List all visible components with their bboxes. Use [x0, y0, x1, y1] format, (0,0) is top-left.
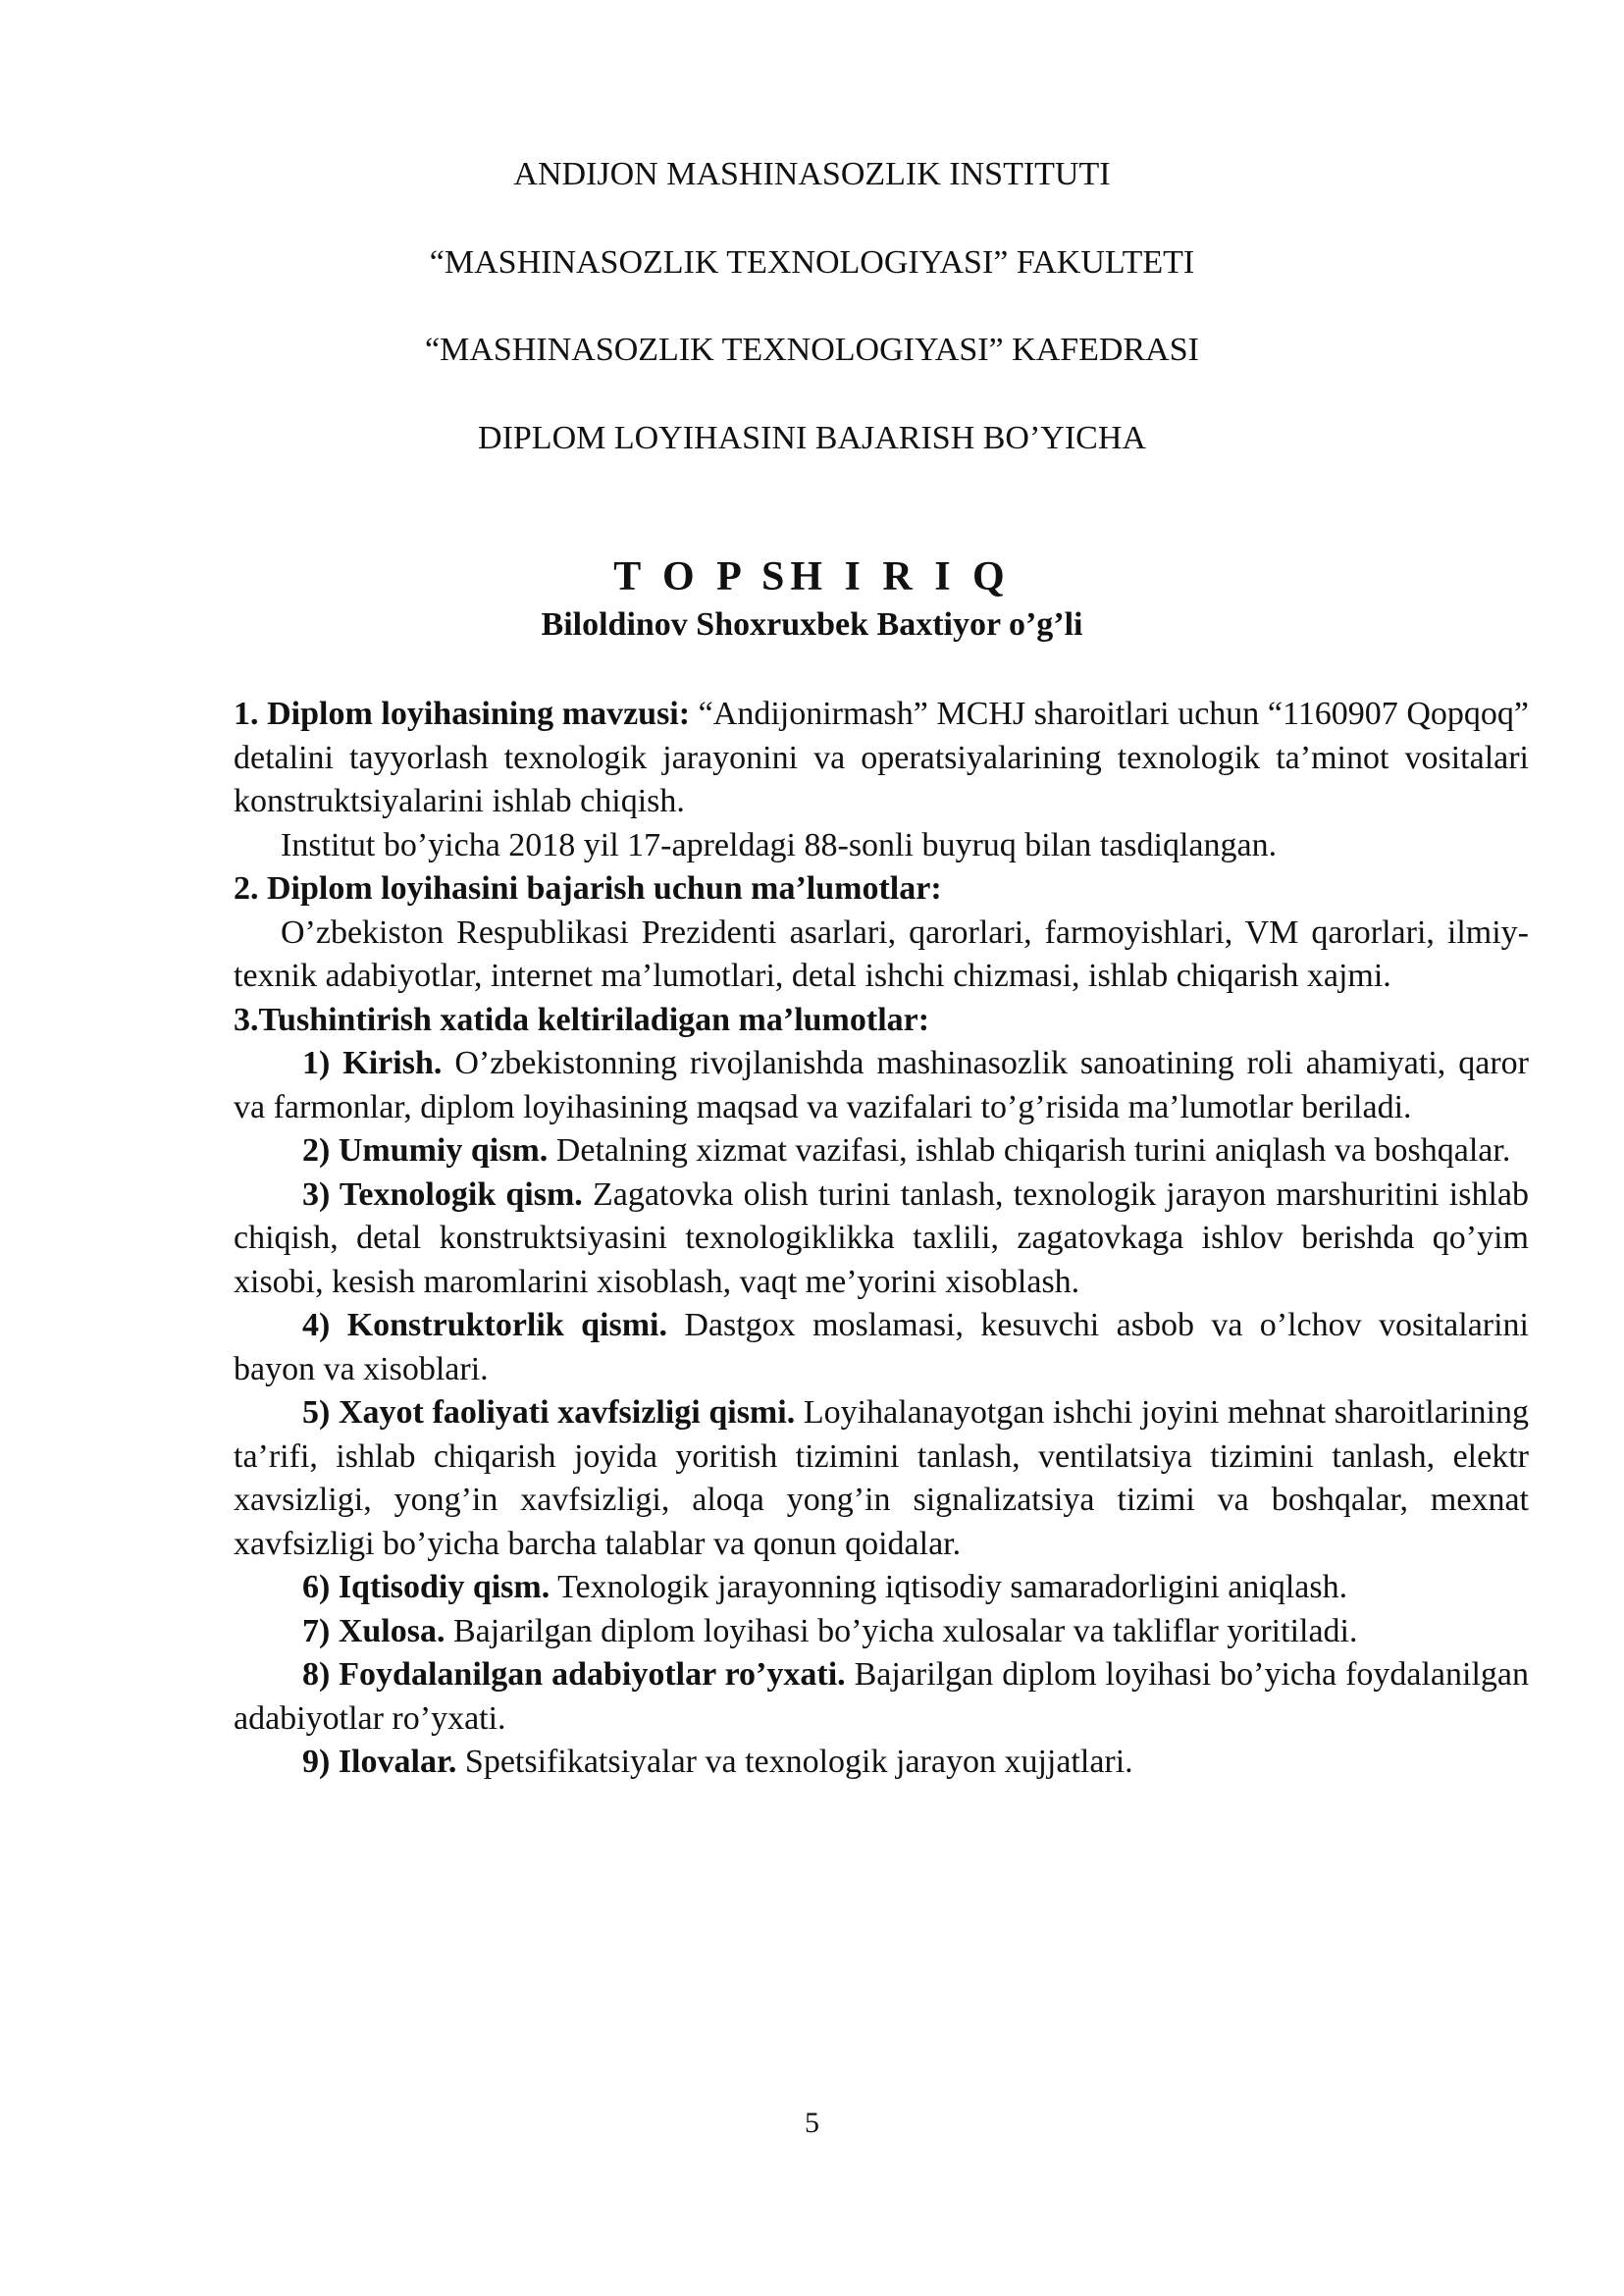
- item-text: Bajarilgan diplom loyihasi bo’yicha foydalanilgan adabiyotlar ro’yxati.: [234, 1656, 1530, 1737]
- item-label: 4) Konstruktorlik qismi.: [302, 1307, 667, 1343]
- list-item: [234, 1566, 1529, 1610]
- item-label: 1) Kirish.: [302, 1045, 443, 1081]
- item-label: 7) Xulosa.: [302, 1612, 445, 1649]
- item-text: Loyihalanayotgan ishchi joyini mehnat sharoitlarining ta’rifi, ishlab chiqarish joyida yoritish tizimini tanlash, ventilatsiya tizimini tanlash, elektr xavsizligi, yong’in xavfsizligi, aloqa yong’in signalizatsiya tizimi va boshqalar, mexnat xavfsizligi bo’yicha barcha talablar va qonun qoidalar.: [234, 1394, 1530, 1562]
- list-item: [234, 1741, 1529, 1785]
- section-2-label: 2. Diplom loyihasini bajarish uchun ma’lumotlar:: [234, 870, 942, 907]
- item-label: 5) Xayot faoliyati xavfsizligi qismi.: [302, 1394, 796, 1431]
- list-item: [234, 1174, 1529, 1305]
- item-text: Zagatovka olish turini tanlash, texnologik jarayon marshuritini ishlab chiqish, detal konstruktsiyasini texnologiklikka taxlili, zagatovkaga ishlov berishda qo’yim xisobi, kesish maromlarini xisoblash, vaqt me’yorini xisoblash.: [234, 1175, 1529, 1300]
- section-1-topic: [234, 693, 1529, 824]
- list-item: [234, 1391, 1529, 1566]
- section-1-approval: Institut bo’yicha 2018 yil 17-apreldagi 88-sonli buyruq bilan tasdiqlangan.: [281, 826, 1278, 863]
- item-label: 2) Umumiy qism.: [302, 1132, 549, 1169]
- section-1-label: 1. Diplom loyihasining mavzusi:: [234, 696, 691, 732]
- item-text: O’zbekistonning rivojlanishda mashinasozlik sanoatining roli ahamiyati, qaror va farmonlar, diplom loyihasining maqsad va vazifalari to’g’risida ma’lumotlar beriladi.: [234, 1045, 1529, 1125]
- section-1-text: “Andijonirmash” MCHJ sharoitlari uchun “1160907 Qopqoq” detalini tayyorlash texnologik jarayonini va operatsiyalarining texnologik ta’minot vositalari konstruktsiyalarini ishlab chiqish.: [234, 696, 1529, 819]
- student-name: Biloldinov Shoxruxbek Baxtiyor o’g’li: [541, 606, 1083, 643]
- document-purpose: DIPLOM LOYIHASINI BAJARISH BO’YICHA: [478, 420, 1146, 456]
- section-3-label: 3.Tushintirish xatida keltiriladigan ma’lumotlar:: [234, 1001, 930, 1038]
- section-2-text: O’zbekiston Respublikasi Prezidenti asarlari, qarorlari, farmoyishlari, VM qarorlari, ilmiy-texnik adabiyotlar, internet ma’lumotlari, detal ishchi chizmasi, ishlab chiqarish xajmi.: [234, 913, 1529, 994]
- list-item: [234, 1129, 1529, 1174]
- faculty-name: “MASHINASOZLIK TEXNOLOGIYASI” FAKULTETI: [429, 244, 1195, 281]
- page-number: 5: [805, 2107, 819, 2139]
- item-text: Texnologik jarayonning iqtisodiy samaradorligini aniqlash.: [550, 1569, 1348, 1605]
- item-label: 9) Ilovalar.: [302, 1744, 457, 1780]
- item-label: 3) Texnologik qism.: [302, 1175, 583, 1213]
- department-name: “MASHINASOZLIK TEXNOLOGIYASI” KAFEDRASI: [425, 332, 1199, 368]
- list-item: [234, 1042, 1529, 1129]
- institute-name: ANDIJON MASHINASOZLIK INSTITUTI: [513, 156, 1111, 192]
- item-label: 8) Foydalanilgan adabiyotlar ro’yxati.: [302, 1656, 846, 1693]
- list-item: [234, 1304, 1529, 1391]
- document-title: T O P SH I R I Q: [613, 554, 1011, 600]
- item-text: Detalning xizmat vazifasi, ishlab chiqarish turini aniqlash va boshqalar.: [548, 1132, 1511, 1169]
- item-text: Dastgox moslamasi, kesuvchi asbob va o’lchov vositalarini bayon va xisoblari.: [234, 1307, 1529, 1387]
- list-item: [234, 1653, 1529, 1741]
- list-item: [234, 1610, 1529, 1654]
- item-text: Bajarilgan diplom loyihasi bo’yicha xulosalar va takliflar yoritiladi.: [445, 1612, 1358, 1649]
- document-body: [234, 693, 1529, 1785]
- item-text: Spetsifikatsiyalar va texnologik jarayon xujjatlari.: [456, 1744, 1133, 1780]
- item-label: 6) Iqtisodiy qism.: [302, 1569, 550, 1605]
